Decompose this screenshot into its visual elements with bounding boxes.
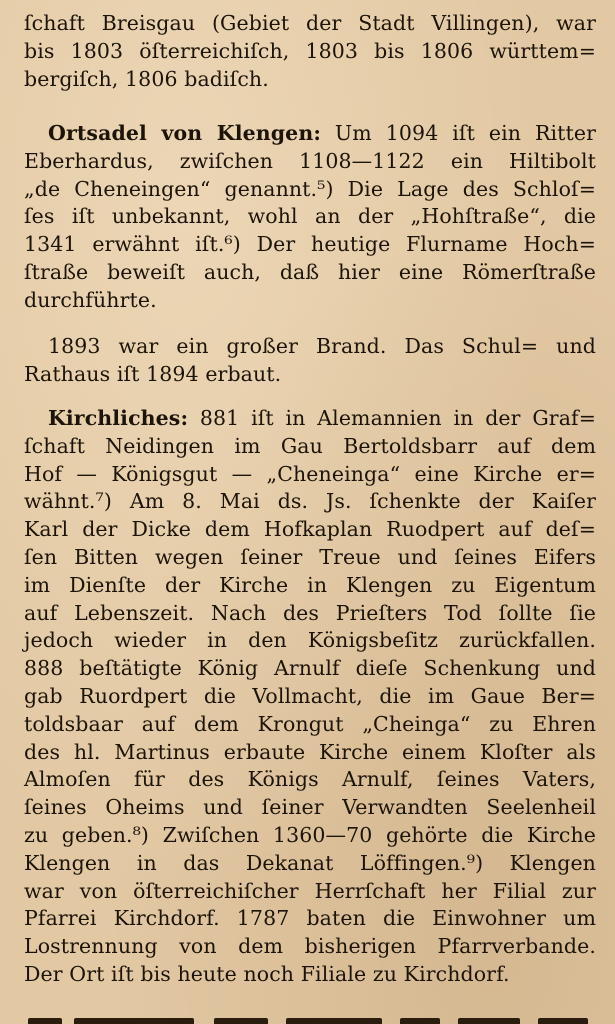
text-line: 1341 erwähnt iſt.⁶) Der heutige Flurname Hoch= — [24, 232, 596, 257]
text-line: Klengen in das Dekanat Löffingen.⁹) Klengen — [24, 850, 596, 875]
text-line: zu geben.⁸) Zwiſchen 1360—70 gehörte die Kirche — [24, 822, 596, 847]
text-line: Lostrennung von dem bisherigen Pfarrverbande. — [24, 934, 596, 959]
section-label-ortsadel: Ortsadel von Klengen: — [48, 121, 321, 145]
paragraph-breisgau — [24, 10, 596, 93]
section-label-kirchliches: Kirchliches: — [48, 406, 189, 430]
text-line — [24, 120, 596, 148]
text-line: Almoſen für des Königs Arnulf, ſeines Vaters, — [24, 767, 596, 792]
text-line: gab Ruordpert die Vollmacht, die im Gaue Ber= — [24, 683, 596, 708]
text-line: „de Cheneingen“ genannt.⁵) Die Lage des Schloſ= — [24, 176, 596, 201]
text-line: Rathaus iſt 1894 erbaut. — [24, 361, 282, 386]
text-line: im Dienſte der Kirche in Klengen zu Eigentum — [24, 572, 596, 597]
text-line: ſeines Oheims und ſeiner Verwandten Seelenheil — [24, 795, 596, 820]
text-line — [24, 405, 596, 433]
text-line: Eberhardus, zwiſchen 1108—1122 ein Hiltibolt — [24, 148, 596, 173]
text-line: Karl der Dicke dem Hofkaplan Ruodpert auf deſ= — [24, 517, 596, 542]
text-line: war von öſterreichiſcher Herrſchaft her Filial zur — [24, 878, 596, 903]
text-line: ſtraße beweiſt auch, daß hier eine Römerſtraße — [24, 259, 596, 284]
text-line-rest: Um 1094 iſt ein Ritter — [321, 121, 596, 145]
text-line: 888 beſtätigte König Arnulf dieſe Schenkung und — [24, 656, 596, 681]
text-line: ſes iſt unbekannt, wohl an der „Hohſtraße“, die — [24, 204, 596, 229]
text-line: wähnt.⁷) Am 8. Mai ds. Js. ſchenkte der Kaiſer — [24, 489, 596, 514]
text-line: bergiſch, 1806 badiſch. — [24, 66, 269, 91]
text-line: ſchaft Breisgau (Gebiet der Stadt Villingen), war — [24, 11, 596, 35]
paragraph-brand — [24, 333, 596, 389]
text-line: jedoch wieder in den Königsbeſitz zurückfallen. — [24, 628, 596, 653]
text-line: auf Lebenszeit. Nach des Prieſters Tod ſollte ſie — [24, 600, 596, 625]
text-line-rest: 881 iſt in Alemannien in der Graf= — [188, 406, 596, 430]
text-line: toldsbaar auf dem Krongut „Cheinga“ zu Ehren — [24, 711, 596, 736]
text-line: Pfarrei Kirchdorf. 1787 baten die Einwohner um — [24, 906, 596, 931]
text-line: ſen Bitten wegen ſeiner Treue und ſeines Eifers — [24, 544, 596, 569]
text-line: durchführte. — [24, 287, 157, 312]
paragraph-kirchliches — [24, 405, 596, 989]
text-line: 1893 war ein großer Brand. Das Schul= und — [48, 334, 596, 358]
text-line: ſchaft Neidingen im Gau Bertoldsbarr auf dem — [24, 433, 596, 458]
text-line: Hof — Königsgut — „Cheneinga“ eine Kirche er= — [24, 461, 596, 486]
cut-off-text-line — [28, 1012, 588, 1024]
paragraph-ortsadel — [24, 120, 596, 315]
text-line: bis 1803 öſterreichiſch, 1803 bis 1806 württem= — [24, 38, 596, 63]
text-line: Der Ort iſt bis heute noch Filiale zu Kirchdorf. — [24, 961, 510, 986]
text-line: des hl. Martinus erbaute Kirche einem Kloſter als — [24, 739, 596, 764]
